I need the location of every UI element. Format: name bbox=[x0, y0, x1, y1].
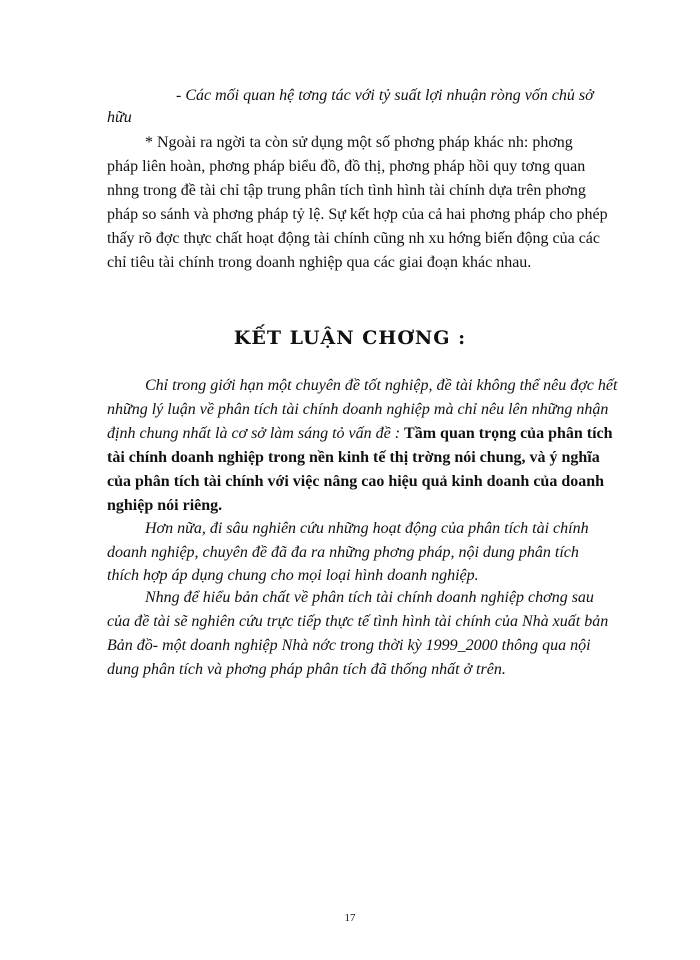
text-line: dung phân tích và phơng pháp phân tích đã thống nhất ở trên. bbox=[107, 661, 506, 678]
text-line-mixed bbox=[107, 424, 613, 444]
text-line: Hơn nữa, đi sâu nghiên cứu những hoạt động của phân tích tài chính bbox=[145, 520, 589, 537]
text-line: doanh nghiệp, chuyên đề đã đa ra những phơng pháp, nội dung phân tích bbox=[107, 544, 579, 561]
text-line: thấy rõ đợc thực chất hoạt động tài chính cũng nh xu hớng biến động của các bbox=[107, 230, 601, 247]
text-italic-part: định chung nhất là cơ sở làm sáng tỏ vấn đề : bbox=[107, 425, 405, 442]
text-line: chỉ tiêu tài chính trong doanh nghiệp qua các giai đoạn khác nhau. bbox=[107, 254, 532, 271]
text-line: pháp liên hoàn, phơng pháp biểu đồ, đồ thị, phơng pháp hồi quy tơng quan bbox=[107, 158, 586, 175]
text-line-bold: nghiệp nói riêng. bbox=[107, 497, 223, 514]
text-line-bold: của phân tích tài chính với việc nâng cao hiệu quả kinh doanh của doanh bbox=[107, 473, 605, 490]
page-number: 17 bbox=[344, 912, 356, 924]
text-line: nhng trong đề tài chỉ tập trung phân tích tình hình tài chính dựa trên phơng bbox=[107, 182, 586, 199]
text-line: * Ngoài ra ngời ta còn sử dụng một số phơng pháp khác nh: phơng bbox=[145, 134, 573, 151]
text-line: Bản đồ- một doanh nghiệp Nhà nớc trong thời kỳ 1999_2000 thông qua nội bbox=[107, 637, 591, 654]
text-line: Nhng để hiểu bản chất về phân tích tài chính doanh nghiệp chơng sau bbox=[145, 589, 594, 606]
text-bold-part: Tầm quan trọng của phân tích bbox=[404, 425, 613, 442]
text-line: hữu bbox=[107, 109, 132, 126]
text-line: thích hợp áp dụng chung cho mọi loại hình doanh nghiệp. bbox=[107, 567, 479, 584]
text-line: Chỉ trong giới hạn một chuyên đề tốt nghiệp, đề tài không thể nêu đợc hết bbox=[145, 377, 618, 394]
conclusion-heading: KẾT LUẬN CHƠNG : bbox=[233, 327, 467, 349]
bullet-line: - Các mối quan hệ tơng tác với tỷ suất lợi nhuận ròng vốn chủ sở bbox=[176, 87, 594, 104]
text-line: pháp so sánh và phơng pháp tỷ lệ. Sự kết hợp của cả hai phơng pháp cho phép bbox=[107, 206, 608, 223]
text-line-bold: tài chính doanh nghiệp trong nền kinh tế thị trờng nói chung, và ý nghĩa bbox=[107, 449, 600, 466]
text-line: những lý luận về phân tích tài chính doanh nghiệp mà chỉ nêu lên những nhận bbox=[107, 401, 609, 418]
text-line: của đề tài sẽ nghiên cứu trực tiếp thực tế tình hình tài chính của Nhà xuất bản bbox=[107, 613, 609, 630]
